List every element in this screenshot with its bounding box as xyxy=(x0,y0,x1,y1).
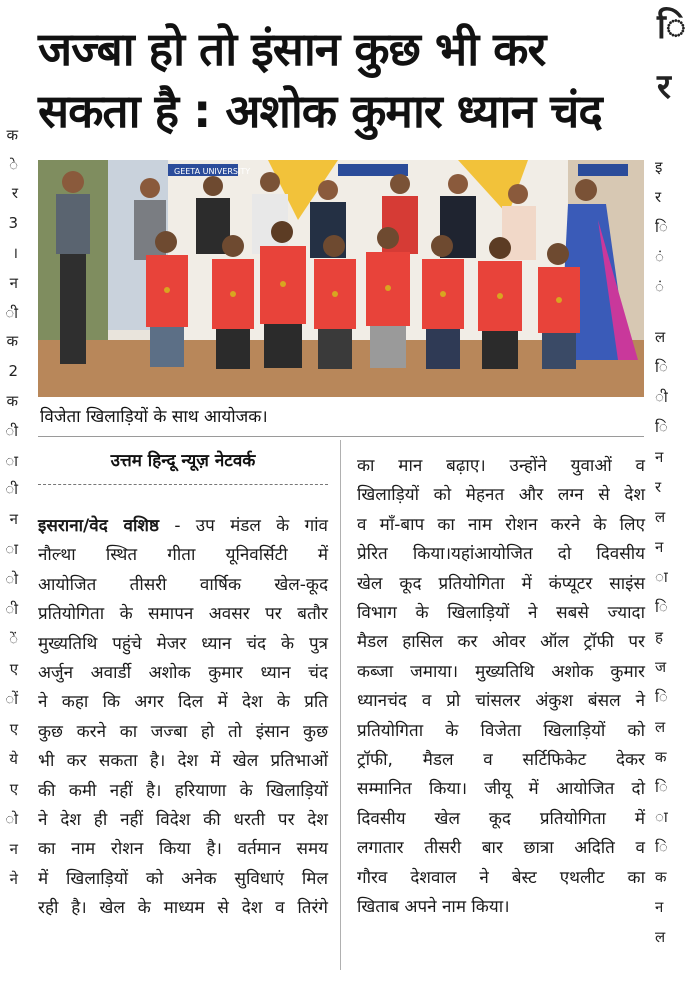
column-2-line: व माँ-बाप का नाम रोशन करने के लिए xyxy=(357,514,645,535)
column-2-line: गौरव देशवाल ने बेस्ट एथलीट का xyxy=(357,867,645,888)
column-1-line xyxy=(38,512,328,541)
column-1-text: - उप मंडल के गांव xyxy=(159,516,328,536)
column-1-line: ने कहा कि अगर दिल में देश के प्रति xyxy=(38,692,328,713)
byline: उत्तम हिन्दू न्यूज़ नेटवर्क xyxy=(110,451,256,471)
column-2-line: का मान बढ़ाए। उन्होंने युवाओं व xyxy=(357,456,645,476)
headline-line-1: जज्बा हो तो इंसान कुछ भी कर xyxy=(38,22,546,76)
column-1-line: आयोजित तीसरी वार्षिक खेल-कूद xyxy=(38,574,328,595)
column-2-line: मैडल हासिल कर ओवर ऑल ट्रॉफी पर xyxy=(357,632,645,653)
column-1-line: अर्जुन अवार्डी अशोक कुमार ध्यान चंद xyxy=(38,663,328,684)
column-1-line: रही है। खेल के माध्यम से देश व तिरंगे xyxy=(38,898,328,919)
column-2-line: ध्यानचंद व प्रो चांसलर अंकुश बंसल ने xyxy=(357,691,645,712)
left-adjacent-column-fragment: क े र 3 । न ी क 2 क ी ा ी न ा ो ी ें ए ों ए ये ए ो न ने xyxy=(5,126,18,888)
headline xyxy=(38,18,648,142)
column-1-line: ने देश ही नहीं विदेश की धरती पर देश xyxy=(38,810,328,831)
column-2-line: लगातार तीसरी बार छात्रा अदिति व xyxy=(357,838,645,859)
column-2-line: दिवसीय खेल कूद प्रतियोगिता में xyxy=(357,808,645,829)
banner-text: GEETA UNIVERSITY xyxy=(174,167,251,176)
article-photo xyxy=(38,160,644,397)
dateline: इसराना/वेद वशिष्ठ xyxy=(38,516,159,536)
caption-divider xyxy=(38,436,644,437)
column-2-line: खेल कूद प्रतियोगिता में कंप्यूटर साइंस xyxy=(357,573,645,594)
column-2-line: कब्जा जमाया। मुख्यतिथि अशोक कुमार xyxy=(357,661,645,682)
right-adjacent-column-fragment: ि र इ र ि ं ं ल ि ी ि न र ल न ा ि ह ज ि ल क ि ा ि क न ल xyxy=(655,7,686,946)
column-1-line: की कमी नहीं है। हरियाणा के खिलाड़ियों xyxy=(38,780,328,801)
column-2-line: खिताब अपने नाम किया। xyxy=(357,897,510,918)
column-divider xyxy=(340,440,341,970)
column-1-line: प्रतियोगिता के समापन अवसर पर बतौर xyxy=(38,604,328,625)
column-1-line: में खिलाड़ियों को अनेक सुविधाएं मिल xyxy=(38,868,328,889)
group-photo-illustration xyxy=(38,160,644,397)
column-2-line: सम्मानित किया। जीयू में आयोजित दो xyxy=(357,779,645,800)
headline-line-2: सकता है : अशोक कुमार ध्यान चंद xyxy=(38,84,602,138)
column-2-line: विभाग के खिलाड़ियों ने सबसे ज्यादा xyxy=(357,603,645,624)
column-2-line: प्रेरित किया।यहांआयोजित दो दिवसीय xyxy=(357,544,645,565)
column-1-line: नौल्था स्थित गीता यूनिवर्सिटी में xyxy=(38,545,328,566)
column-1-line: का नाम रोशन किया है। वर्तमान समय xyxy=(38,839,328,860)
byline-divider xyxy=(38,484,328,485)
article-column-1 xyxy=(38,512,328,924)
column-2-line: ट्रॉफी, मैडल व सर्टिफिकेट देकर xyxy=(357,750,645,771)
column-1-line: कुछ करने का जज्बा हो तो इंसान कुछ xyxy=(38,721,328,742)
photo-caption: विजेता खिलाड़ियों के साथ आयोजक। xyxy=(40,407,268,427)
column-2-line: प्रतियोगिता के विजेता खिलाड़ियों को xyxy=(357,720,645,741)
column-1-line: भी कर सकता है। देश में खेल प्रतिभाओं xyxy=(38,751,328,772)
article-column-2 xyxy=(357,452,645,923)
column-1-line: मुख्यतिथि पहुंचे मेजर ध्यान चंद के पुत्र xyxy=(38,633,328,654)
column-2-line: खिलाड़ियों को मेहनत और लग्न से देश xyxy=(357,485,645,506)
